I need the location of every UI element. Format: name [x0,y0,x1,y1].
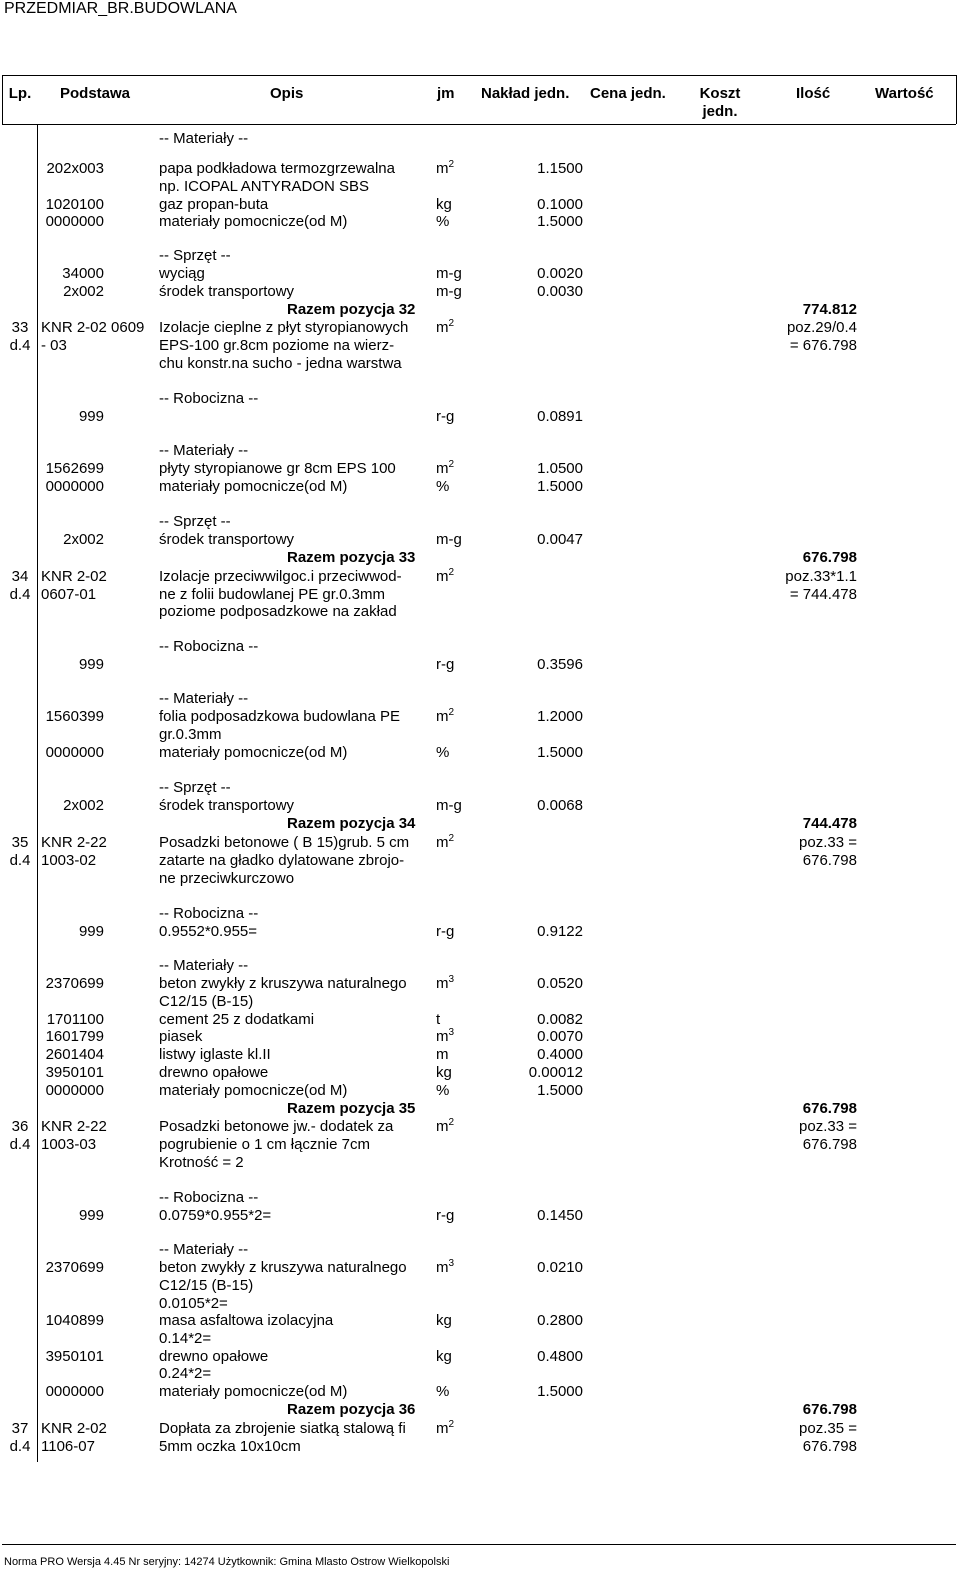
resource-code: 0000000 [45,1082,104,1099]
header-cena: Cena jedn. [590,85,666,102]
unit-base: m [436,708,449,725]
header-wartosc: Wartość [875,85,934,102]
line-description: materiały pomocnicze(od M) [159,1082,348,1099]
line-description: -- Materiały -- [159,442,249,459]
unit [436,1028,454,1046]
header-podstawa: Podstawa [60,85,131,102]
position-total-label: Razem pozycja 34 [287,815,416,832]
unit-exponent: 3 [448,1027,455,1038]
header-ilosc: Ilość [796,85,831,102]
line-description: -- Materiały -- [159,957,249,974]
position-total-label: Razem pozycja 33 [287,549,416,566]
line-description: drewno opałowe [159,1064,269,1081]
norm-value: 0.1000 [537,196,583,213]
header-right-border [956,75,957,124]
unit: r-g [436,408,455,425]
position-total-value: 744.478 [802,815,857,832]
header-koszt: Koszt [699,85,741,102]
header-lp: Lp. [8,85,32,102]
position-total-label: Razem pozycja 35 [287,1100,416,1117]
line-description: cement 25 z dodatkami [159,1011,315,1028]
resource-code: 3950101 [45,1348,104,1365]
line-description: poziome podposadzkowe na zakład [159,603,397,620]
position-total-value: 676.798 [802,1401,857,1418]
position-basis: KNR 2-02 0609 [41,319,145,336]
line-description: Posadzki betonowe ( B 15)grub. 5 cm [159,834,410,851]
line-description: -- Materiały -- [159,130,249,147]
unit [436,1259,454,1277]
resource-code: 0000000 [45,478,104,495]
position-number: 34 [11,568,29,585]
unit: m-g [436,797,462,814]
line-description: 5mm oczka 10x10cm [159,1438,301,1455]
line-description: zatarte na gładko dylatowane zbrojo- [159,852,405,869]
unit: % [436,744,450,761]
resource-code: 202x003 [46,160,104,177]
norm-value: 0.0891 [537,408,583,425]
line-description: chu konstr.na sucho - jedna warstwa [159,355,402,372]
header-bottom-rule [2,124,956,125]
unit-exponent: 2 [448,318,455,329]
resource-code: 2601404 [45,1046,104,1063]
unit: r-g [436,656,455,673]
line-description: ne z folii budowlanej PE gr.0.3mm [159,586,385,603]
norm-value: 1.5000 [537,744,583,761]
line-description: gr.0.3mm [159,726,222,743]
position-number: d.4 [9,1136,31,1153]
resource-code: 1562699 [45,460,104,477]
resource-code: 3950101 [45,1064,104,1081]
line-description: np. ICOPAL ANTYRADON SBS [159,178,370,195]
unit-exponent: 2 [448,459,455,470]
position-basis: KNR 2-22 [41,834,107,851]
resource-code: 999 [78,923,104,940]
unit [436,568,454,586]
unit: kg [436,196,452,213]
line-description: -- Robocizna -- [159,638,259,655]
norm-value: 0.00012 [528,1064,583,1081]
unit: kg [436,1348,452,1365]
norm-value: 0.4000 [537,1046,583,1063]
header-opis: Opis [270,85,304,102]
line-description: 0.0759*0.955*2= [159,1207,272,1224]
unit: m-g [436,283,462,300]
unit-exponent: 2 [448,1419,455,1430]
unit: kg [436,1064,452,1081]
unit [436,975,454,993]
line-description: materiały pomocnicze(od M) [159,744,348,761]
unit-exponent: 2 [448,707,455,718]
unit: m-g [436,265,462,282]
line-description: Krotność = 2 [159,1154,244,1171]
line-description: C12/15 (B-15) [159,993,254,1010]
norm-value: 0.2800 [537,1312,583,1329]
position-basis: KNR 2-02 [41,1420,107,1437]
unit: t [436,1011,441,1028]
unit: r-g [436,1207,455,1224]
position-number: d.4 [9,852,31,869]
position-total-value: 676.798 [802,549,857,566]
resource-code: 2370699 [45,975,104,992]
resource-code: 999 [78,656,104,673]
position-total-value: 774.812 [802,301,857,318]
position-basis: 1003-03 [41,1136,97,1153]
norm-value: 1.5000 [537,213,583,230]
unit-base: m [436,1028,449,1045]
position-number: 33 [11,319,29,336]
line-description: 0.0105*2= [159,1295,228,1312]
unit-exponent: 2 [448,567,455,578]
position-total-value: 676.798 [802,1100,857,1117]
quantity: poz.33*1.1 [785,568,857,585]
line-description: Izolacje cieplne z płyt styropianowych [159,319,409,336]
resource-code: 2x002 [63,531,104,548]
norm-value: 1.1500 [537,160,583,177]
norm-value: 0.1450 [537,1207,583,1224]
line-description: piasek [159,1028,203,1045]
resource-code: 1560399 [45,708,104,725]
resource-code: 0000000 [45,744,104,761]
resource-code: 2x002 [63,283,104,300]
quantity: 676.798 [802,1136,857,1153]
norm-value: 0.0030 [537,283,583,300]
line-description: drewno opałowe [159,1348,269,1365]
unit-exponent: 2 [448,1117,455,1128]
line-description: Dopłata za zbrojenie siatką stalową fi [159,1420,406,1437]
quantity: poz.29/0.4 [786,319,857,336]
line-description: -- Robocizna -- [159,390,259,407]
unit: % [436,1082,450,1099]
resource-code: 1040899 [45,1312,104,1329]
position-basis: - 03 [41,337,67,354]
line-description: papa podkładowa termozgrzewalna [159,160,395,177]
unit-exponent: 2 [448,159,455,170]
footer-text: Norma PRO Wersja 4.45 Nr seryjny: 14274 Użytkownik: Gmina Mlasto Ostrow Wielkopolski [4,1556,450,1568]
unit-base: m [436,975,449,992]
line-description: -- Sprzęt -- [159,779,231,796]
position-basis: 1003-02 [41,852,97,869]
header-jm: jm [437,85,455,102]
line-description: materiały pomocnicze(od M) [159,1383,348,1400]
unit: kg [436,1312,452,1329]
resource-code: 34000 [62,265,104,282]
unit: r-g [436,923,455,940]
resource-code: 0000000 [45,1383,104,1400]
unit-base: m [436,319,449,336]
unit-exponent: 3 [448,1258,455,1269]
position-number: 36 [11,1118,29,1135]
unit-base: m [436,160,449,177]
line-description: -- Materiały -- [159,1241,249,1258]
position-number: 37 [11,1420,29,1437]
unit: % [436,1383,450,1400]
line-description: 0.14*2= [159,1330,212,1347]
line-description: środek transportowy [159,797,295,814]
resource-code: 2x002 [63,797,104,814]
line-description: 0.9552*0.955= [159,923,258,940]
position-total-label: Razem pozycja 32 [287,301,416,318]
line-description: materiały pomocnicze(od M) [159,213,348,230]
quantity: 676.798 [802,852,857,869]
resource-code: 1601799 [45,1028,104,1045]
line-description: folia podposadzkowa budowlana PE [159,708,401,725]
unit [436,1420,454,1438]
unit-exponent: 3 [448,974,455,985]
norm-value: 0.0210 [537,1259,583,1276]
line-description: gaz propan-buta [159,196,269,213]
quantity: poz.33 = [799,1118,857,1135]
norm-value: 1.5000 [537,478,583,495]
norm-value: 0.4800 [537,1348,583,1365]
line-description: środek transportowy [159,531,295,548]
line-description: C12/15 (B-15) [159,1277,254,1294]
resource-code: 1701100 [46,1011,104,1028]
line-description: listwy iglaste kl.II [159,1046,271,1063]
line-description: EPS-100 gr.8cm poziome na wierz- [159,337,395,354]
line-description: Izolacje przeciwwilgoc.i przeciwwod- [159,568,402,585]
unit: m [436,1046,449,1063]
quantity: = 676.798 [789,337,857,354]
unit-base: m [436,834,449,851]
norm-value: 0.3596 [537,656,583,673]
unit-base: m [436,460,449,477]
unit [436,708,454,726]
resource-code: 1020100 [45,196,104,213]
line-description: -- Robocizna -- [159,905,259,922]
footer-rule [2,1544,956,1545]
line-description: 0.24*2= [159,1365,212,1382]
line-description: masa asfaltowa izolacyjna [159,1312,334,1329]
position-basis: KNR 2-02 [41,568,107,585]
unit: m-g [436,531,462,548]
line-description: środek transportowy [159,283,295,300]
unit [436,1118,454,1136]
line-description: pogrubienie o 1 cm łącznie 7cm [159,1136,370,1153]
line-description: płyty styropianowe gr 8cm EPS 100 [159,460,396,477]
quantity: poz.33 = [799,834,857,851]
norm-value: 0.0520 [537,975,583,992]
unit-base: m [436,1420,449,1437]
quantity: 676.798 [802,1438,857,1455]
norm-value: 1.5000 [537,1383,583,1400]
position-number: d.4 [9,1438,31,1455]
position-number: d.4 [9,586,31,603]
line-description: materiały pomocnicze(od M) [159,478,348,495]
position-number: 35 [11,834,29,851]
norm-value: 1.2000 [537,708,583,725]
line-description: ne przeciwkurczowo [159,870,295,887]
line-description: Posadzki betonowe jw.- dodatek za [159,1118,394,1135]
resource-code: 999 [78,408,104,425]
unit [436,160,454,178]
unit-exponent: 2 [448,833,455,844]
resource-code: 999 [78,1207,104,1224]
position-total-label: Razem pozycja 36 [287,1401,416,1418]
unit [436,460,454,478]
position-basis: KNR 2-22 [41,1118,107,1135]
norm-value: 0.9122 [537,923,583,940]
norm-value: 0.0020 [537,265,583,282]
position-number: d.4 [9,337,31,354]
norm-value: 0.0070 [537,1028,583,1045]
norm-value: 0.0047 [537,531,583,548]
unit-base: m [436,1118,449,1135]
line-description: beton zwykły z kruszywa naturalnego [159,975,407,992]
norm-value: 1.0500 [537,460,583,477]
quantity: poz.35 = [799,1420,857,1437]
line-description: wyciąg [159,265,205,282]
resource-code: 2370699 [45,1259,104,1276]
header-top-rule [2,75,956,76]
document-title: PRZEDMIAR_BR.BUDOWLANA [4,0,237,17]
header-naklad: Nakład jedn. [481,85,570,102]
norm-value: 0.0068 [537,797,583,814]
unit: % [436,213,450,230]
line-description: -- Sprzęt -- [159,513,231,530]
position-basis: 1106-07 [41,1438,95,1455]
norm-value: 0.0082 [537,1011,583,1028]
resource-code: 0000000 [45,213,104,230]
header-koszt-line2: jedn. [702,103,738,120]
line-description: -- Sprzęt -- [159,247,231,264]
line-description: beton zwykły z kruszywa naturalnego [159,1259,407,1276]
position-basis: 0607-01 [41,586,97,603]
line-description: -- Robocizna -- [159,1189,259,1206]
quantity: = 744.478 [789,586,857,603]
unit: % [436,478,450,495]
unit-base: m [436,568,449,585]
norm-value: 1.5000 [537,1082,583,1099]
unit [436,834,454,852]
unit [436,319,454,337]
line-description: -- Materiały -- [159,690,249,707]
unit-base: m [436,1259,449,1276]
